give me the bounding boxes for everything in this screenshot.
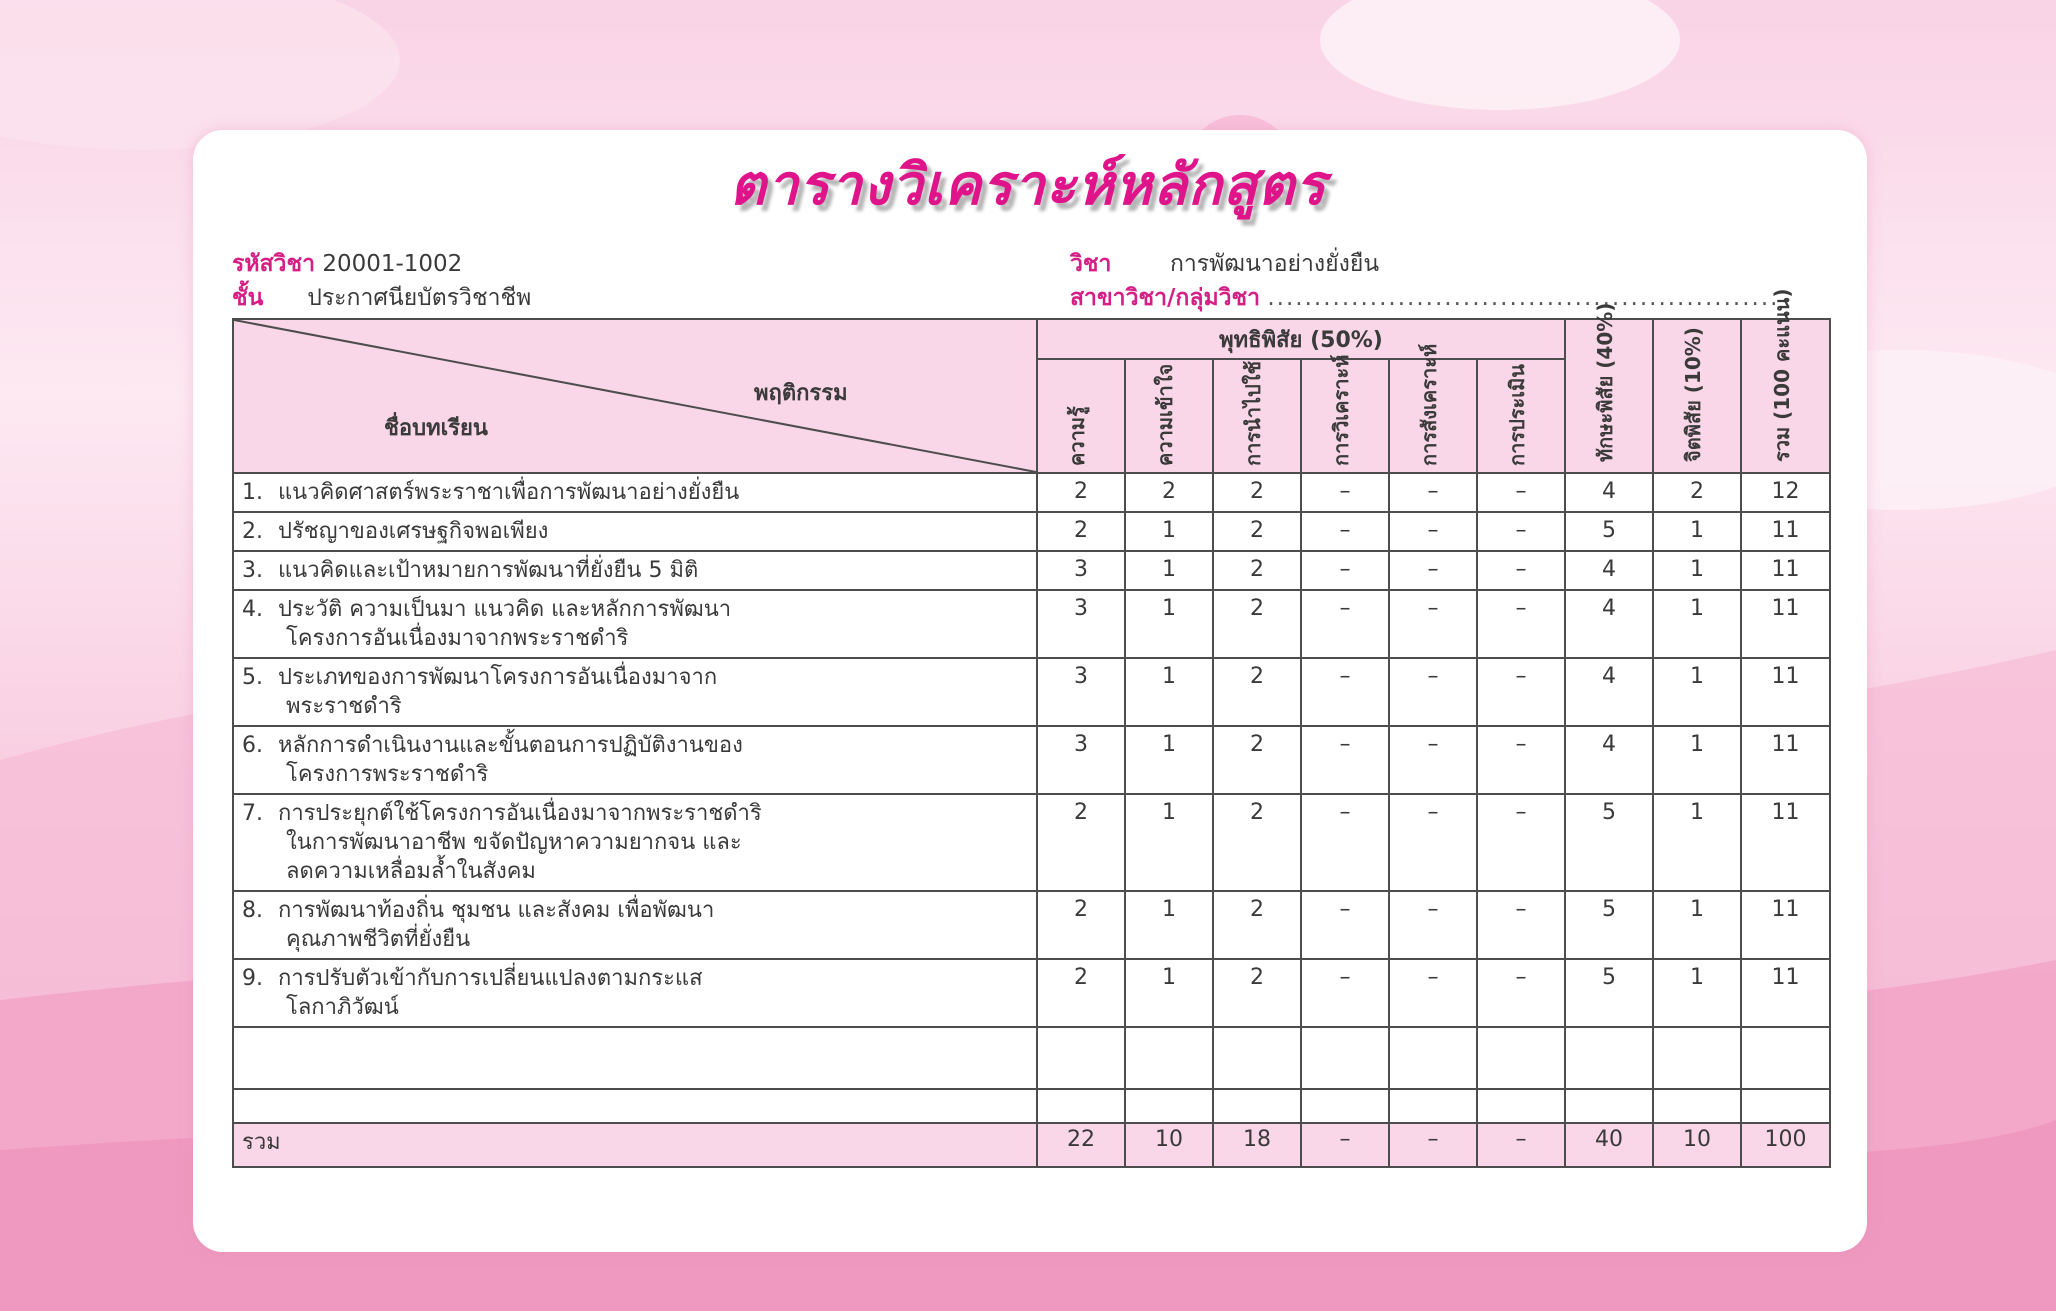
score-cell: – [1389,590,1477,658]
empty-cell [1741,1027,1830,1089]
lesson-name-cell [233,959,1037,1027]
lesson-name-line: โครงการอันเนื่องมาจากพระราชดำริ [286,626,629,651]
table-row [233,794,1830,891]
score-cell: 1 [1653,794,1741,891]
score-cell: 11 [1741,590,1830,658]
score-cell: – [1389,551,1477,590]
score-cell: 11 [1741,891,1830,959]
course-level [232,280,531,316]
total-label: รวม [233,1123,1037,1167]
table-row [233,658,1830,726]
score-cell: 1 [1653,959,1741,1027]
score-cell: 5 [1565,959,1653,1027]
course-department [1070,280,1779,316]
lesson-name-line: การประยุกต์ใช้โครงการอันเนื่องมาจากพระราชดำริ [278,801,762,826]
lesson-name-line: การพัฒนาท้องถิ่น ชุมชน และสังคม เพื่อพัฒนา [278,898,715,923]
score-cell: 1 [1125,551,1213,590]
empty-cell [1477,1089,1565,1123]
header-behavior: พฤติกรรม [754,381,848,406]
score-cell: 5 [1565,512,1653,551]
lesson-name-cell [233,726,1037,794]
empty-cell [1213,1027,1301,1089]
lesson-name-cell [233,473,1037,512]
score-cell: 2 [1037,794,1125,891]
score-cell: 5 [1565,891,1653,959]
score-cell: – [1389,473,1477,512]
empty-cell [1213,1089,1301,1123]
lesson-name-cell [233,590,1037,658]
header-col-4: การวิเคราะห์ [1301,359,1389,473]
lesson-number: 8. [242,898,263,923]
lesson-name-line: โลกาภิวัฒน์ [286,995,399,1020]
lesson-name-line: หลักการดำเนินงานและขั้นตอนการปฏิบัติงานของ [278,733,743,758]
score-cell: 11 [1741,551,1830,590]
score-cell: 2 [1213,959,1301,1027]
lesson-number: 9. [242,966,263,991]
course-code-label: รหัสวิชา [232,251,315,277]
score-cell: – [1477,512,1565,551]
course-department-value: ....................................................... [1267,285,1780,311]
score-cell: – [1301,959,1389,1027]
empty-row [233,1089,1830,1123]
lesson-name-line: คุณภาพชีวิตที่ยั่งยืน [286,927,471,952]
score-cell: – [1477,959,1565,1027]
lesson-name-line: พระราชดำริ [286,694,402,719]
total-cell: – [1477,1123,1565,1167]
score-cell: 2 [1037,473,1125,512]
empty-row [233,1027,1830,1089]
score-cell: – [1301,891,1389,959]
score-cell: – [1301,658,1389,726]
lesson-name-cell [233,794,1037,891]
score-cell: 1 [1653,512,1741,551]
score-cell: – [1389,891,1477,959]
score-cell: 4 [1565,590,1653,658]
lesson-name-cell [233,658,1037,726]
lesson-number: 6. [242,733,263,758]
score-cell: – [1389,512,1477,551]
empty-cell [1565,1089,1653,1123]
course-subject-value: การพัฒนาอย่างยั่งยืน [1169,251,1380,277]
score-cell: 1 [1125,658,1213,726]
score-cell: 2 [1125,473,1213,512]
score-cell: 4 [1565,658,1653,726]
score-cell: – [1301,551,1389,590]
score-cell: 4 [1565,551,1653,590]
lesson-number: 5. [242,665,263,690]
header-col-2: ความเข้าใจ [1125,359,1213,473]
table-row [233,891,1830,959]
score-cell: – [1301,794,1389,891]
course-code-value: 20001-1002 [322,251,463,277]
score-cell: 1 [1125,726,1213,794]
score-cell: 1 [1125,512,1213,551]
empty-cell [1389,1089,1477,1123]
score-cell: – [1301,473,1389,512]
score-cell: 2 [1037,959,1125,1027]
lesson-name-cell [233,512,1037,551]
course-level-label: ชั้น [232,285,264,311]
header-col-7: ทักษะพิสัย (40%) [1565,319,1653,473]
total-cell: 10 [1653,1123,1741,1167]
score-cell: 1 [1653,658,1741,726]
table-row [233,590,1830,658]
score-cell: – [1301,726,1389,794]
empty-cell [1741,1089,1830,1123]
table-row [233,473,1830,512]
table-row [233,512,1830,551]
empty-cell [233,1089,1037,1123]
lesson-number: 3. [242,558,263,583]
score-cell: 2 [1213,590,1301,658]
course-subject [1070,246,1379,282]
score-cell: – [1477,551,1565,590]
table-corner-header [233,319,1037,473]
score-cell: 1 [1653,726,1741,794]
header-lesson: ชื่อบทเรียน [384,416,488,441]
score-cell: 1 [1653,891,1741,959]
score-cell: 11 [1741,512,1830,551]
score-cell: 1 [1125,959,1213,1027]
score-cell: 3 [1037,658,1125,726]
course-code [232,246,462,282]
lesson-name-line: ปรัชญาของเศรษฐกิจพอเพียง [278,519,549,544]
score-cell: 1 [1125,891,1213,959]
lesson-name-cell [233,891,1037,959]
empty-cell [1565,1027,1653,1089]
lesson-number: 7. [242,801,263,826]
score-cell: 4 [1565,726,1653,794]
total-cell: – [1301,1123,1389,1167]
table-row [233,959,1830,1027]
lesson-number: 2. [242,519,263,544]
score-cell: – [1389,959,1477,1027]
score-cell: 2 [1653,473,1741,512]
score-cell: 1 [1125,590,1213,658]
empty-cell [1037,1089,1125,1123]
score-cell: – [1301,590,1389,658]
score-cell: 12 [1741,473,1830,512]
empty-cell [1301,1027,1389,1089]
lesson-number: 1. [242,480,263,505]
score-cell: – [1477,590,1565,658]
total-cell: 40 [1565,1123,1653,1167]
course-department-label: สาขาวิชา/กลุ่มวิชา [1070,285,1261,311]
lesson-name-line: โครงการพระราชดำริ [286,762,489,787]
header-cognitive-group: พุทธิพิสัย (50%) [1037,319,1565,359]
empty-cell [1653,1027,1741,1089]
score-cell: 3 [1037,551,1125,590]
total-cell: – [1389,1123,1477,1167]
score-cell: 2 [1037,891,1125,959]
lesson-name-line: แนวคิดศาสตร์พระราชาเพื่อการพัฒนาอย่างยั่งยืน [278,480,740,505]
score-cell: – [1389,794,1477,891]
lesson-name-line: ในการพัฒนาอาชีพ ขจัดปัญหาความยากจน และ [286,830,742,855]
header-col-8: จิตพิสัย (10%) [1653,319,1741,473]
score-cell: – [1301,512,1389,551]
score-cell: – [1389,658,1477,726]
score-cell: – [1477,473,1565,512]
empty-cell [1125,1027,1213,1089]
header-col-5: การสังเคราะห์ [1389,359,1477,473]
lesson-name-line: ประเภทของการพัฒนาโครงการอันเนื่องมาจาก [278,665,718,690]
score-cell: – [1477,891,1565,959]
score-cell: 2 [1213,794,1301,891]
total-row [233,1123,1830,1167]
empty-cell [1301,1089,1389,1123]
header-col-3: การนำไปใช้ [1213,359,1301,473]
score-cell: 11 [1741,959,1830,1027]
score-cell: 11 [1741,658,1830,726]
empty-cell [1389,1027,1477,1089]
empty-cell [233,1027,1037,1089]
score-cell: 3 [1037,726,1125,794]
table-row [233,551,1830,590]
score-cell: 2 [1213,473,1301,512]
header-col-9: รวม (100 คะแนน) [1741,319,1830,473]
table-row [233,726,1830,794]
course-level-value: ประกาศนียบัตรวิชาชีพ [307,285,532,311]
lesson-number: 4. [242,597,263,622]
lesson-name-cell [233,551,1037,590]
score-cell: 2 [1213,726,1301,794]
score-cell: 2 [1213,891,1301,959]
diagonal-line [234,320,1036,472]
score-cell: 2 [1213,658,1301,726]
lesson-name-line: ประวัติ ความเป็นมา แนวคิด และหลักการพัฒนา [278,597,732,622]
empty-cell [1653,1089,1741,1123]
score-cell: 1 [1653,590,1741,658]
course-subject-label: วิชา [1070,251,1112,277]
empty-cell [1477,1027,1565,1089]
score-cell: 1 [1653,551,1741,590]
lesson-name-line: แนวคิดและเป้าหมายการพัฒนาที่ยั่งยืน 5 มิติ [278,558,699,583]
total-cell: 10 [1125,1123,1213,1167]
score-cell: – [1477,726,1565,794]
header-col-6: การประเมิน [1477,359,1565,473]
table-body [233,473,1830,1167]
score-cell: 2 [1213,512,1301,551]
total-cell: 22 [1037,1123,1125,1167]
empty-cell [1125,1089,1213,1123]
score-cell: – [1477,794,1565,891]
score-cell: 11 [1741,726,1830,794]
empty-cell [1037,1027,1125,1089]
score-cell: – [1477,658,1565,726]
score-cell: 3 [1037,590,1125,658]
lesson-name-line: ลดความเหลื่อมล้ำในสังคม [286,859,536,884]
score-cell: 4 [1565,473,1653,512]
score-cell: 11 [1741,794,1830,891]
score-cell: 1 [1125,794,1213,891]
header-col-1: ความรู้ [1037,359,1125,473]
total-cell: 18 [1213,1123,1301,1167]
score-cell: – [1389,726,1477,794]
score-cell: 2 [1037,512,1125,551]
score-cell: 2 [1213,551,1301,590]
total-cell: 100 [1741,1123,1830,1167]
score-cell: 5 [1565,794,1653,891]
lesson-name-line: การปรับตัวเข้ากับการเปลี่ยนแปลงตามกระแส [278,966,703,991]
page-title: ตารางวิเคราะห์หลักสูตร [729,152,1327,218]
